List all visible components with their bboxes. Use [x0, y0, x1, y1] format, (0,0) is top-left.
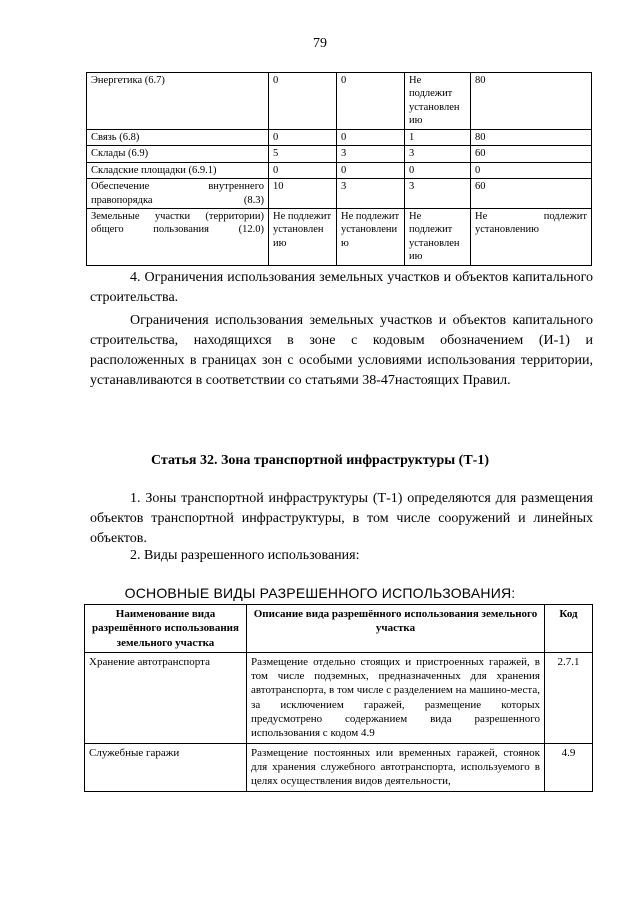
table-cell: Энергетика (6.7) [87, 73, 269, 130]
table-cell: 0 [269, 129, 337, 145]
table-cell: Обеспечение внутреннего правопорядка (8.3) [87, 179, 269, 209]
table-cell: Земельные участки (территории) общего пользования (12.0) [87, 208, 269, 265]
table-cell: Не подлежит установлен ию [405, 208, 471, 265]
table-cell: 3 [337, 146, 405, 162]
table-cell: Склады (6.9) [87, 146, 269, 162]
top-table [86, 72, 592, 266]
use-code: 2.7.1 [545, 652, 593, 743]
use-name: Служебные гаражи [85, 743, 247, 791]
use-description: Размещение постоянных или временных гаражей, стоянок для хранения служебного автотранспорта, используемого в целях осуществления видов деятельности, [247, 743, 545, 791]
table-cell: Не подлежит установлен ию [405, 73, 471, 130]
use-name: Хранение автотранспорта [85, 652, 247, 743]
table-cell: 3 [337, 179, 405, 209]
use-description: Размещение отдельно стоящих и пристроенных гаражей, в том числе подземных, предназначенных для хранения автотранспорта, в том числе с разделением на машино-места, за исключением гаражей, размещение которых предусмотрено содержанием вида разрешенного использования с кодом 4.9 [247, 652, 545, 743]
table-cell: 0 [269, 162, 337, 178]
table-cell: 0 [405, 162, 471, 178]
use-code: 4.9 [545, 743, 593, 791]
table-row [87, 73, 592, 130]
table-row [85, 743, 593, 791]
table-cell: Складские площадки (6.9.1) [87, 162, 269, 178]
column-header-name: Наименование вида разрешённого использования земельного участка [85, 605, 247, 653]
table-cell: 80 [471, 73, 592, 130]
table-row [87, 162, 592, 178]
table-header-row [85, 605, 593, 653]
paragraph-zone-definition: 1. Зоны транспортной инфраструктуры (Т-1) определяются для размещения объектов транспортной инфраструктуры, в том числе сооружений и линейных объектов. [90, 491, 593, 546]
table-cell: 3 [405, 146, 471, 162]
table-cell: 0 [337, 73, 405, 130]
table-cell: 80 [471, 129, 592, 145]
paragraph-restrictions-title: 4. Ограничения использования земельных участков и объектов капитального строительства. [90, 270, 593, 305]
table-cell: 5 [269, 146, 337, 162]
table-cell: Не подлежит установлению [471, 208, 592, 265]
table-cell: 60 [471, 179, 592, 209]
page-number: 79 [313, 36, 327, 51]
table-row [85, 652, 593, 743]
table-row [87, 179, 592, 209]
table-row [87, 146, 592, 162]
article-heading: Статья 32. Зона транспортной инфраструктуры (Т-1) [151, 453, 489, 468]
table-cell: Связь (6.8) [87, 129, 269, 145]
table-cell: Не подлежит установлен ию [269, 208, 337, 265]
table-cell: 10 [269, 179, 337, 209]
column-header-description: Описание вида разрешённого использования земельного участка [247, 605, 545, 653]
table-cell: Не подлежит установлени ю [337, 208, 405, 265]
table-row [87, 129, 592, 145]
column-header-code: Код [545, 605, 593, 653]
table-cell: 0 [337, 162, 405, 178]
section-caption: ОСНОВНЫЕ ВИДЫ РАЗРЕШЕННОГО ИСПОЛЬЗОВАНИЯ: [124, 585, 516, 601]
table-cell: 0 [471, 162, 592, 178]
table-cell: 60 [471, 146, 592, 162]
table-cell: 0 [337, 129, 405, 145]
paragraph-restrictions-body: Ограничения использования земельных участков и объектов капитального строительства, находящихся в зоне с кодовым обозначением (И-1) и расположенных в границах зон с особыми условиями использования территории, устанавливаются в соответствии со статьями 38-47настоящих Правил. [90, 313, 593, 388]
table-row [87, 208, 592, 265]
paragraph-permitted-uses: 2. Виды разрешенного использования: [130, 548, 360, 563]
permitted-uses-table [84, 604, 593, 792]
table-cell: 1 [405, 129, 471, 145]
table-cell: 3 [405, 179, 471, 209]
table-cell: 0 [269, 73, 337, 130]
